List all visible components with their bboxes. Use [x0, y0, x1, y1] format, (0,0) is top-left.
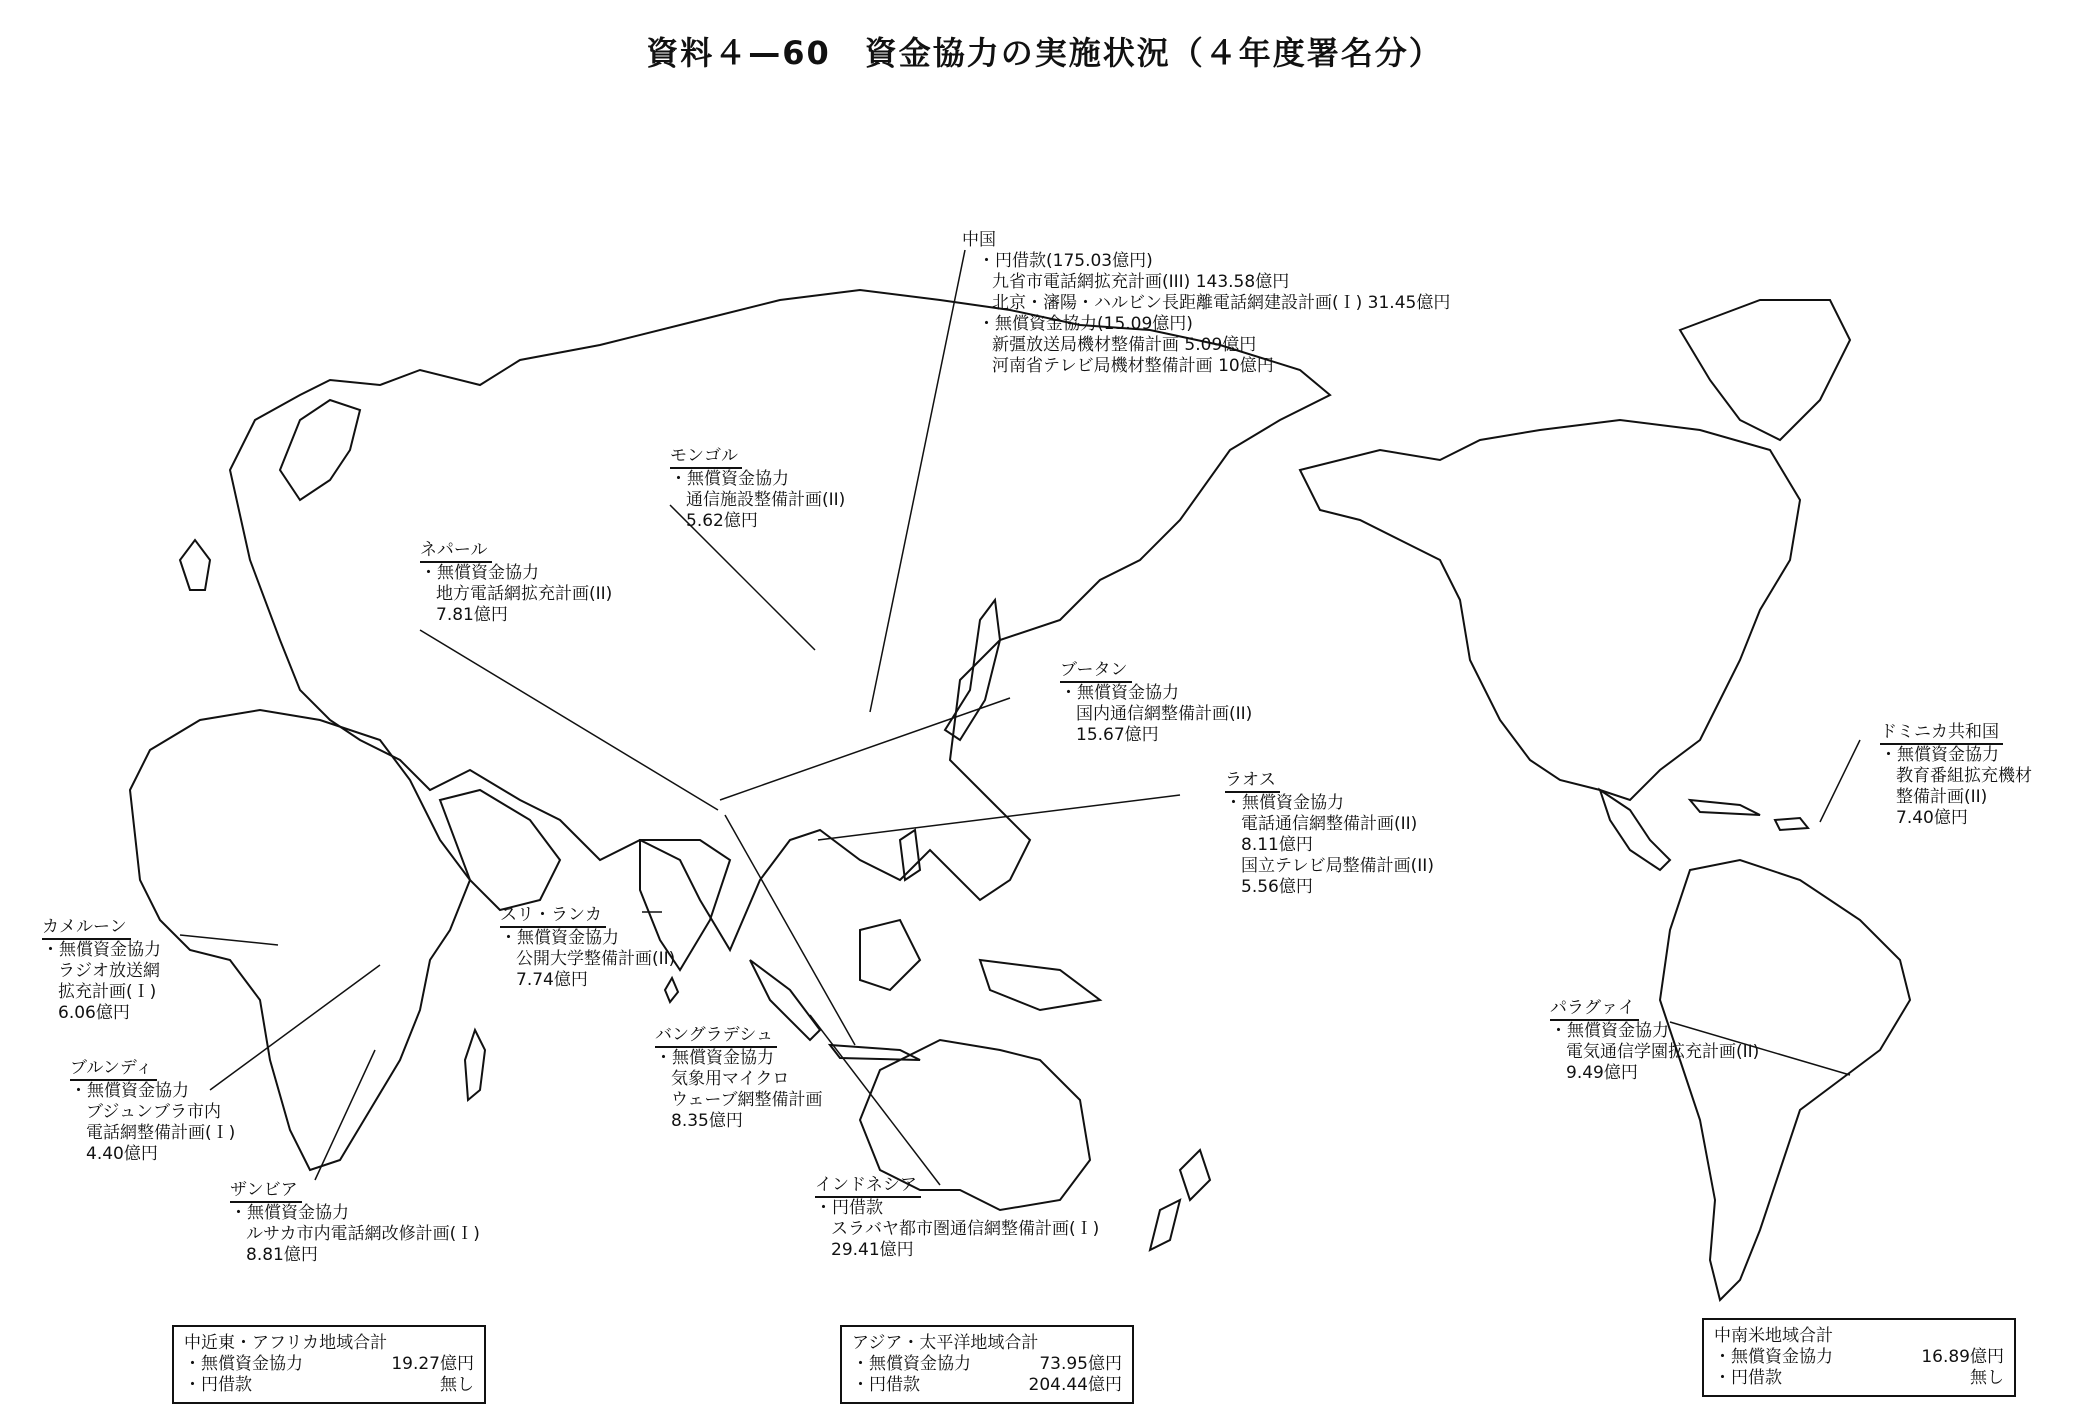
leader-nepal — [420, 630, 718, 810]
scandinavia-landmass — [280, 400, 360, 500]
page-title: 資料４—60 資金協力の実施状況（４年度署名分） — [646, 34, 1443, 72]
aid-line: ・無償資金協力 — [1060, 683, 1179, 703]
aid-line: ・円借款 — [815, 1198, 883, 1218]
aid-line: 8.81億円 — [246, 1245, 318, 1265]
label-mongolia — [670, 446, 845, 532]
borneo-landmass — [860, 920, 920, 990]
total-key: ・無償資金協力 — [1714, 1347, 1833, 1367]
arabia-landmass — [440, 790, 560, 910]
aid-line: 5.62億円 — [686, 511, 758, 531]
leader-bhutan — [720, 698, 1010, 800]
total-row — [184, 1354, 474, 1375]
aid-line: 通信施設整備計画(II) — [686, 490, 846, 510]
total-row — [184, 1375, 474, 1396]
aid-line: 新彊放送局機材整備計画 5.09億円 — [992, 335, 1257, 355]
aid-line: スラバヤ都市圏通信網整備計画(Ｉ) — [831, 1219, 1100, 1239]
eurasia-landmass — [230, 290, 1330, 950]
newguinea-landmass — [980, 960, 1100, 1010]
aid-line: ・無償資金協力 — [655, 1048, 774, 1068]
total-box-mideast-africa — [172, 1325, 486, 1404]
label-burundi — [70, 1058, 235, 1165]
leader-bangladesh — [725, 815, 855, 1045]
country-name: ラオス — [1225, 770, 1280, 793]
country-name: バングラデシュ — [655, 1025, 777, 1048]
aid-line: 整備計画(II) — [1896, 787, 1988, 807]
aid-line: 地方電話網拡充計画(II) — [436, 584, 613, 604]
aid-line: ・無償資金協力 — [1550, 1021, 1669, 1041]
total-key: ・円借款 — [184, 1375, 252, 1395]
aid-line: 29.41億円 — [831, 1240, 914, 1260]
aid-line: 教育番組拡充機材 — [1896, 766, 2032, 786]
total-row — [852, 1375, 1122, 1396]
label-bangladesh — [655, 1025, 822, 1132]
total-value: 19.27億円 — [391, 1354, 474, 1374]
country-name: ドミニカ共和国 — [1880, 722, 2003, 745]
aid-line: ・無償資金協力 — [420, 563, 539, 583]
hispaniola-landmass — [1775, 818, 1808, 830]
aid-line: 6.06億円 — [58, 1003, 130, 1023]
aid-line: 国内通信網整備計画(II) — [1076, 704, 1253, 724]
aid-line: 電気通信学園拡充計画(II) — [1566, 1042, 1760, 1062]
country-name: ネパール — [420, 540, 492, 563]
aid-line: 気象用マイクロ — [671, 1069, 790, 1089]
aid-line: 7.81億円 — [436, 605, 508, 625]
country-name: モンゴル — [670, 446, 742, 469]
aid-line: ・無償資金協力 — [42, 940, 161, 960]
total-key: ・円借款 — [852, 1375, 920, 1395]
country-name: ブータン — [1060, 660, 1132, 683]
leader-dominican — [1820, 740, 1860, 822]
label-paraguay — [1550, 998, 1759, 1084]
leader-burundi — [210, 965, 380, 1090]
aid-line: ・円借款(175.03億円) — [978, 251, 1153, 271]
label-nepal — [420, 540, 612, 626]
newzealand-landmass — [1150, 1150, 1210, 1250]
country-name: 中国 — [962, 230, 996, 250]
aid-line: 7.74億円 — [516, 970, 588, 990]
aid-line: 河南省テレビ局機材整備計画 10億円 — [992, 356, 1274, 376]
north-america-landmass — [1300, 420, 1800, 800]
total-row — [1714, 1347, 2004, 1368]
label-dominican — [1880, 722, 2032, 829]
country-name: ブルンディ — [70, 1058, 157, 1081]
aid-line: 九省市電話網拡充計画(III) 143.58億円 — [992, 272, 1290, 292]
total-key: ・円借款 — [1714, 1368, 1782, 1388]
country-name: ザンビア — [230, 1180, 302, 1203]
aid-line: 北京・瀋陽・ハルビン長距離電話網建設計画(Ｉ) 31.45億円 — [992, 293, 1451, 313]
country-name: インドネシア — [815, 1175, 921, 1198]
aid-line: ・無償資金協力 — [70, 1081, 189, 1101]
aid-line: ・無償資金協力 — [230, 1203, 349, 1223]
aid-line: 国立テレビ局整備計画(II) — [1241, 856, 1434, 876]
aid-line: ルサカ市内電話網改修計画(Ｉ) — [246, 1224, 480, 1244]
aid-line: 電話通信網整備計画(II) — [1241, 814, 1418, 834]
greenland-landmass — [1680, 300, 1850, 440]
aid-line: 8.11億円 — [1241, 835, 1313, 855]
total-value: 16.89億円 — [1921, 1347, 2004, 1367]
aid-line: ラジオ放送網 — [58, 961, 160, 981]
aid-line: 4.40億円 — [86, 1144, 158, 1164]
total-row — [1714, 1368, 2004, 1389]
aid-line: ・無償資金協力(15.09億円) — [978, 314, 1193, 334]
total-value: 73.95億円 — [1039, 1354, 1122, 1374]
aid-line: ・無償資金協力 — [1225, 793, 1344, 813]
total-key: ・無償資金協力 — [184, 1354, 303, 1374]
aid-line: 9.49億円 — [1566, 1063, 1638, 1083]
total-value: 204.44億円 — [1028, 1375, 1122, 1395]
label-indonesia — [815, 1175, 1099, 1261]
philippines-landmass — [900, 830, 920, 880]
leader-cameroon — [180, 935, 278, 945]
aid-line: ・無償資金協力 — [1880, 745, 1999, 765]
aid-line: 電話網整備計画(Ｉ) — [86, 1123, 236, 1143]
cuba-landmass — [1690, 800, 1760, 815]
country-name: パラグァイ — [1550, 998, 1639, 1021]
aid-line: 5.56億円 — [1241, 877, 1313, 897]
aid-line: 15.67億円 — [1076, 725, 1159, 745]
leader-laos — [818, 795, 1180, 840]
aid-line: 公開大学整備計画(II) — [516, 949, 676, 969]
japan-landmass — [945, 600, 1000, 740]
total-row — [852, 1354, 1122, 1375]
label-cameroon — [42, 917, 161, 1024]
total-key: ・無償資金協力 — [852, 1354, 971, 1374]
aid-line: ブジュンブラ市内 — [86, 1102, 221, 1122]
aid-line: ・無償資金協力 — [670, 469, 789, 489]
leader-china — [870, 250, 965, 712]
label-zambia — [230, 1180, 480, 1266]
uk-landmass — [180, 540, 210, 590]
label-laos — [1225, 770, 1434, 898]
total-value: 無し — [440, 1375, 474, 1395]
madagascar-landmass — [465, 1030, 485, 1100]
aid-line: 拡充計画(Ｉ) — [58, 982, 157, 1002]
total-box-asia-pacific — [840, 1325, 1134, 1404]
aid-line: 8.35億円 — [671, 1111, 743, 1131]
label-srilanka — [500, 905, 675, 991]
aid-line: ・無償資金協力 — [500, 928, 619, 948]
aid-line: 7.40億円 — [1896, 808, 1968, 828]
country-name: スリ・ランカ — [500, 905, 606, 928]
label-china — [962, 230, 1450, 377]
total-box-title: 中南米地域合計 — [1714, 1326, 1833, 1346]
total-value: 無し — [1970, 1368, 2004, 1388]
label-bhutan — [1060, 660, 1252, 746]
total-box-title: アジア・太平洋地域合計 — [852, 1333, 1039, 1353]
total-box-title: 中近東・アフリカ地域合計 — [184, 1333, 388, 1353]
aid-line: ウェーブ網整備計画 — [671, 1090, 823, 1110]
country-name: カメルーン — [42, 917, 131, 940]
central-america-landmass — [1600, 790, 1670, 870]
total-box-latin-america — [1702, 1318, 2016, 1397]
